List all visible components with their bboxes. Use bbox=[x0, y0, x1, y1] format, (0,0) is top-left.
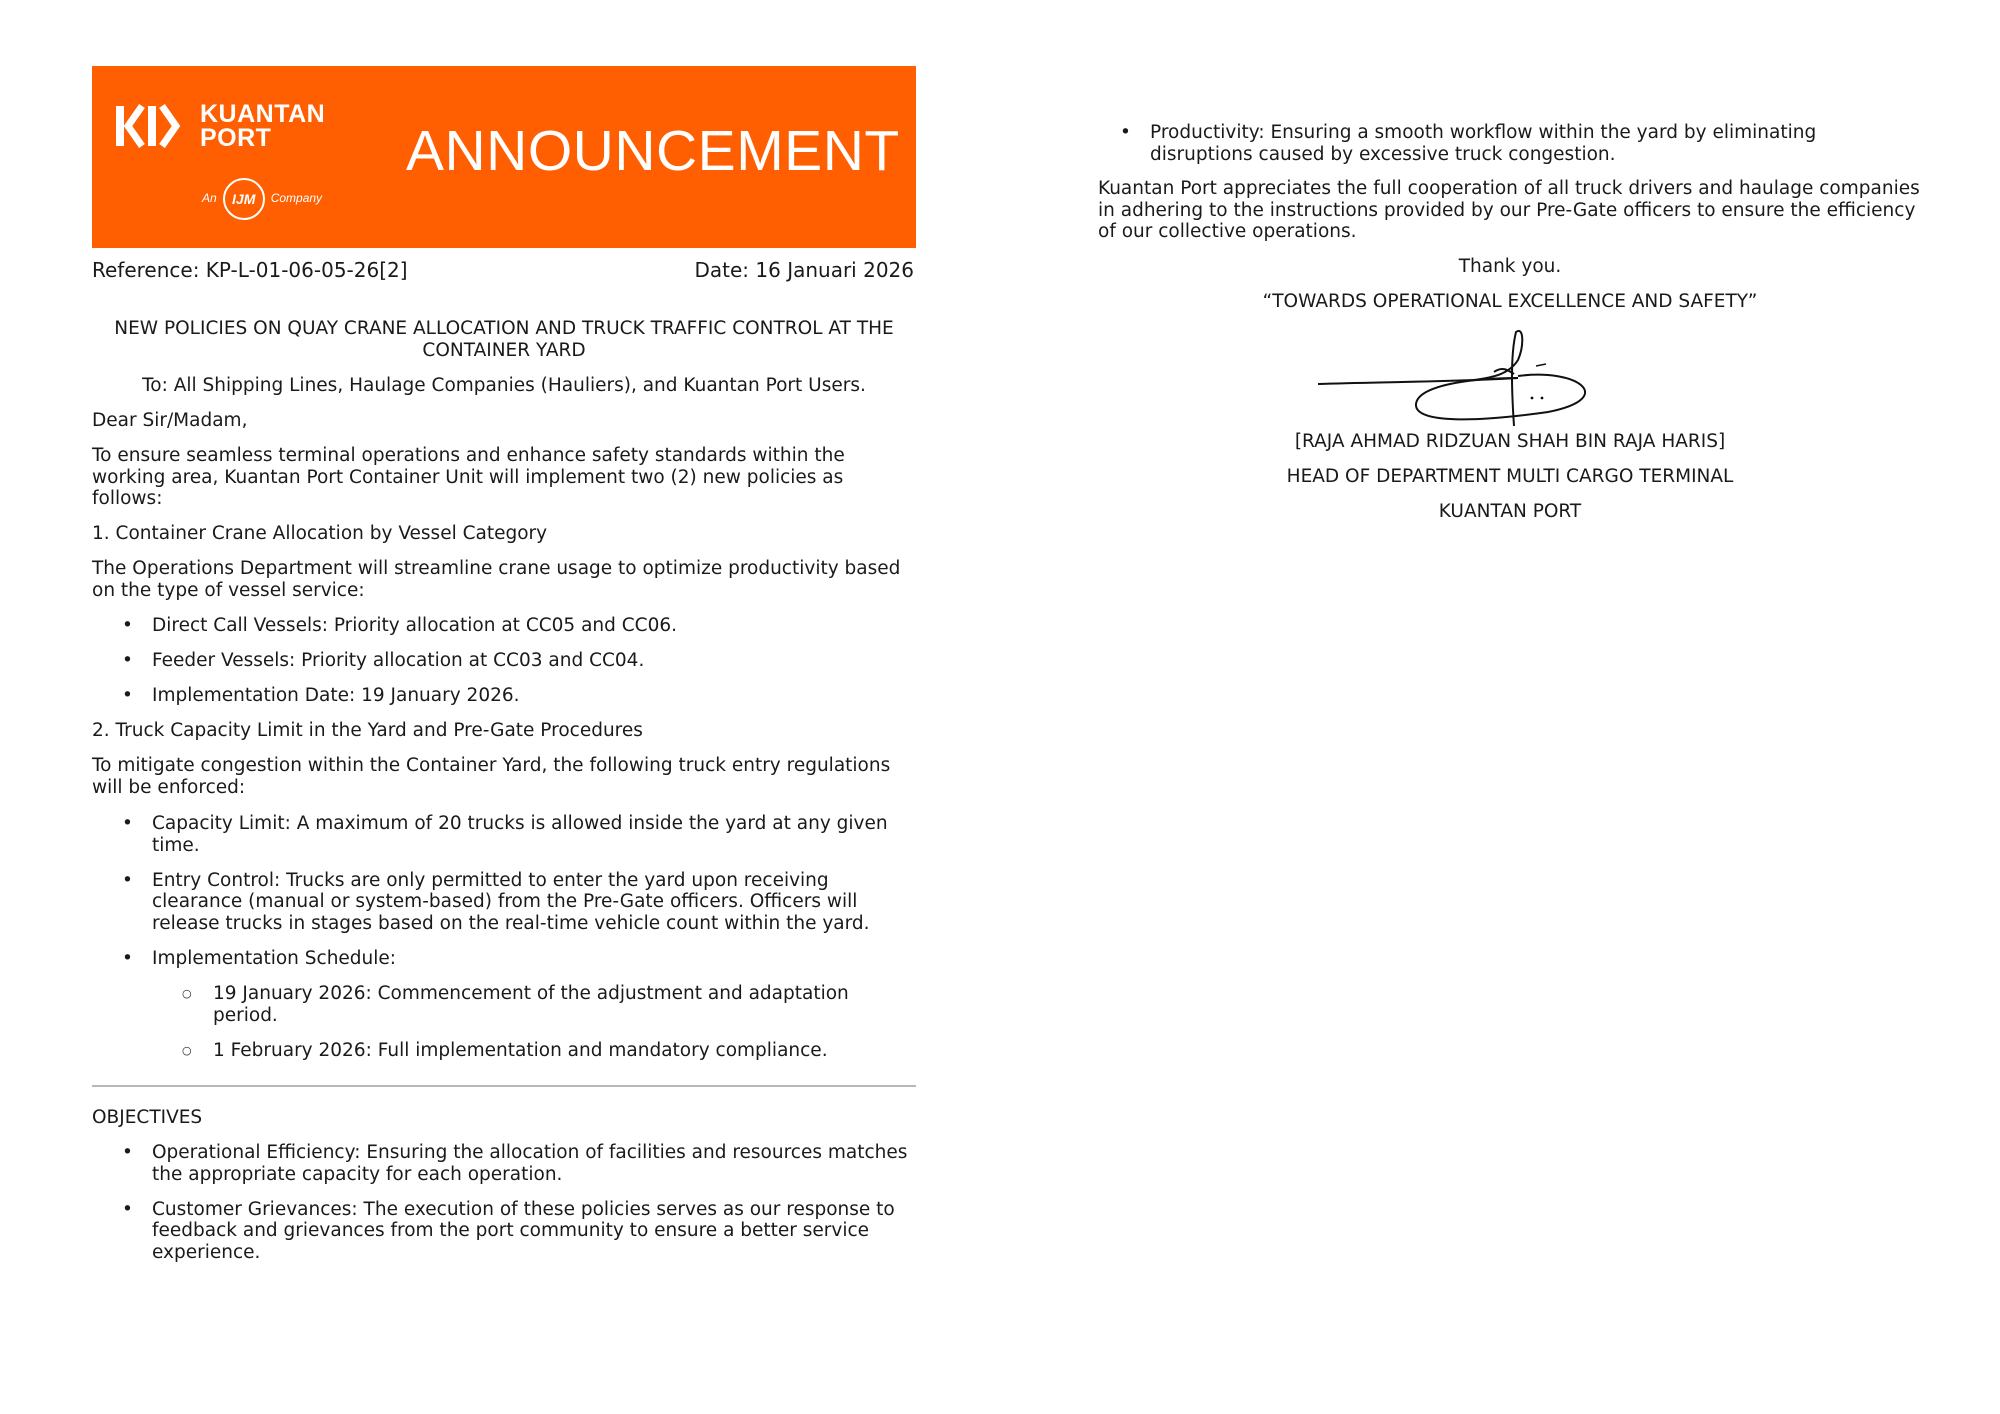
item-text: Ensuring the allocation of facilities and resources matches the appropriate capacity for each operation. bbox=[152, 1142, 908, 1185]
item-strong: 20 trucks bbox=[438, 813, 525, 834]
recipients-line: To: All Shipping Lines, Haulage Companies (Hauliers), and Kuantan Port Users. bbox=[142, 375, 866, 396]
truck-rules-list bbox=[92, 813, 916, 983]
thanks-line: Thank you. bbox=[1458, 256, 1562, 277]
logo-subtitle bbox=[202, 178, 322, 220]
signatory-name: [RAJA AHMAD RIDZUAN SHAH BIN RAJA HARIS] bbox=[1294, 431, 1726, 452]
logo-sub-suffix: Company bbox=[270, 191, 323, 206]
item-strong: CC05 and CC06 bbox=[525, 615, 672, 636]
list-item bbox=[92, 870, 916, 935]
item-strong: clearance (manual or system-based) from the Pre-Gate officers bbox=[152, 891, 738, 912]
reference-number: Reference: KP-L-01-06-05-26[2] bbox=[92, 258, 408, 282]
signatory-organisation: KUANTAN PORT bbox=[1438, 501, 1582, 522]
subject-heading: NEW POLICIES ON QUAY CRANE ALLOCATION AND TRUCK TRAFFIC CONTROL AT THE CONTAINER YARD bbox=[114, 318, 894, 361]
item-text: The execution of these policies serves as our response to feedback and grievances from the port community to ensure a better service experience. bbox=[152, 1198, 895, 1263]
section1-heading: 1. Container Crane Allocation by Vessel Category bbox=[92, 523, 548, 544]
list-item bbox=[1090, 122, 1870, 165]
crane-allocation-list bbox=[92, 615, 916, 707]
objectives-heading: OBJECTIVES bbox=[92, 1107, 203, 1128]
section2-text: To mitigate congestion within the Container Yard, the following truck entry regulations will be enforced: bbox=[92, 755, 891, 798]
reference-line bbox=[92, 258, 914, 282]
item-label: 19 January 2026: bbox=[213, 983, 372, 1004]
list-item bbox=[92, 1199, 916, 1264]
item-text: is allowed inside the yard at any given time. bbox=[152, 813, 888, 856]
handwritten-signature bbox=[1318, 326, 1598, 432]
item-label: Implementation Date: 19 January 2026. bbox=[152, 685, 520, 706]
item-text: A maximum of bbox=[290, 813, 439, 834]
section2-heading: 2. Truck Capacity Limit in the Yard and Pre-Gate Procedures bbox=[92, 720, 643, 741]
list-item bbox=[92, 813, 916, 856]
section-divider bbox=[92, 1085, 916, 1087]
list-item bbox=[92, 1040, 892, 1062]
motto-line: “TOWARDS OPERATIONAL EXCELLENCE AND SAFETY” bbox=[1262, 291, 1758, 312]
kp-logo-mark-icon bbox=[114, 102, 190, 150]
announcement-banner bbox=[92, 66, 916, 248]
logo-brand-text: KUANTAN PORT bbox=[200, 100, 326, 152]
section1-text: The Operations Department will streamline crane usage to optimize productivity based on the type of vessel service: bbox=[92, 558, 901, 601]
closing-paragraph: Kuantan Port appreciates the full cooperation of all truck drivers and haulage companies in adhering to the instructions provided by our Pre-Gate officers to ensure the efficiency of our collective operations. bbox=[1098, 178, 1920, 242]
item-text: . Officers will release trucks in stages based on the real-time vehicle count within the yard. bbox=[152, 891, 870, 934]
item-end: . bbox=[671, 615, 678, 636]
logo-sub-prefix: An bbox=[202, 191, 217, 206]
list-item bbox=[92, 983, 892, 1026]
item-label: Capacity Limit: bbox=[152, 813, 291, 834]
item-label: Operational Efficiency: bbox=[152, 1142, 361, 1163]
banner-title: ANNOUNCEMENT bbox=[406, 119, 900, 183]
salutation: Dear Sir/Madam, bbox=[92, 410, 248, 431]
item-text: Full implementation and mandatory compliance. bbox=[371, 1039, 828, 1061]
item-text: Priority allocation at bbox=[327, 615, 526, 636]
item-text: Trucks are only permitted to enter the yard upon receiving bbox=[280, 869, 829, 891]
item-label: Feeder Vessels: bbox=[152, 650, 296, 671]
document-date: Date: 16 Januari 2026 bbox=[694, 258, 914, 282]
list-item bbox=[92, 615, 916, 637]
item-label: Entry Control: bbox=[152, 869, 281, 891]
item-text: Priority allocation at bbox=[295, 650, 494, 671]
item-text: Commencement of the adjustment and adaptation period. bbox=[213, 983, 849, 1026]
ijm-logo-icon: IJM bbox=[223, 178, 265, 220]
item-text: Ensuring a smooth workflow within the yard by eliminating disruptions caused by excessive truck congestion. bbox=[1150, 122, 1817, 165]
schedule-list bbox=[92, 983, 892, 1061]
list-item bbox=[92, 650, 916, 672]
item-end: . bbox=[638, 650, 645, 671]
list-item bbox=[92, 948, 916, 970]
objectives-list-continued bbox=[1090, 122, 1870, 165]
signatory-title: HEAD OF DEPARTMENT MULTI CARGO TERMINAL bbox=[1286, 466, 1734, 487]
item-label: Direct Call Vessels: bbox=[152, 615, 328, 636]
objectives-list bbox=[92, 1142, 916, 1263]
item-label: Customer Grievances: bbox=[152, 1198, 358, 1220]
list-item bbox=[92, 1142, 916, 1185]
list-item bbox=[92, 685, 916, 707]
item-strong: CC03 and CC04 bbox=[493, 650, 639, 671]
item-label: Implementation Schedule: bbox=[152, 947, 397, 969]
item-label: Productivity: bbox=[1150, 122, 1265, 143]
item-label: 1 February 2026: bbox=[213, 1039, 372, 1061]
intro-paragraph: To ensure seamless terminal operations and enhance safety standards within the working area, Kuantan Port Container Unit will implement two (2) new policies as follows: bbox=[92, 445, 845, 509]
